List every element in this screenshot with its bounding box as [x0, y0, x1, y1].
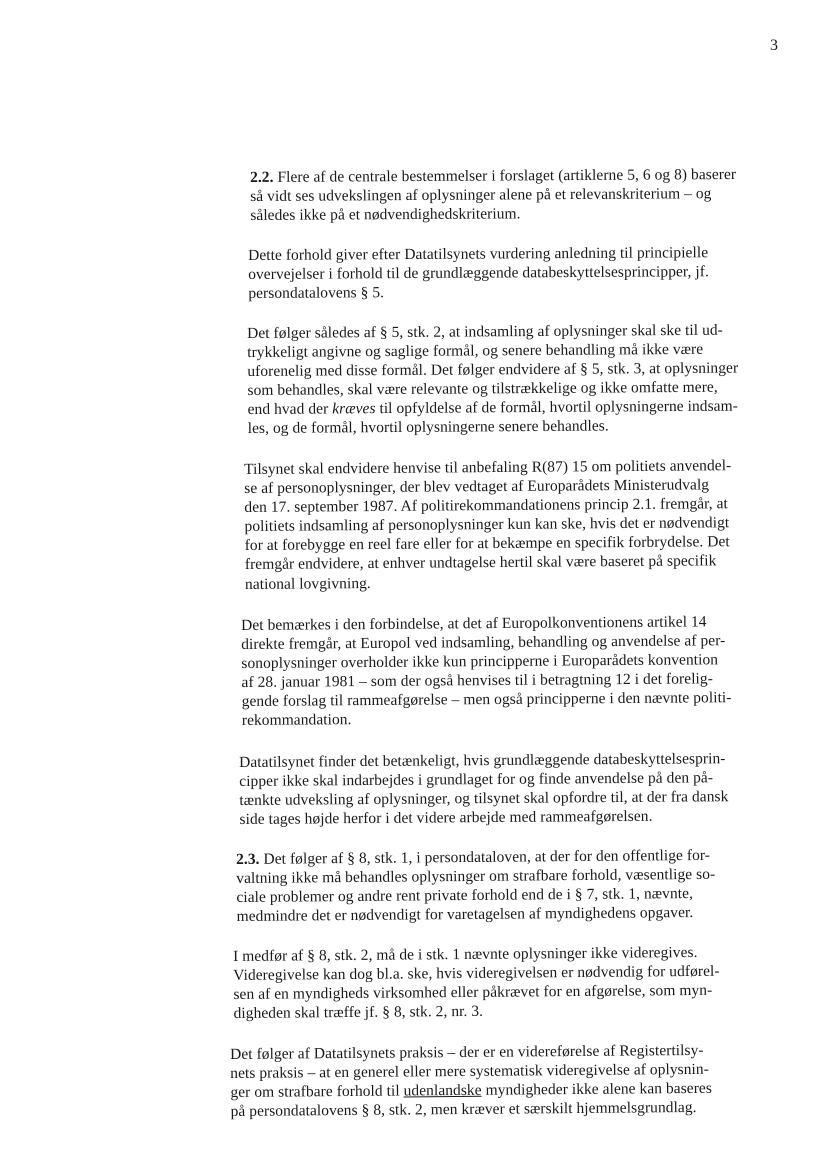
text-line: politiets indsamling af personoplysninger kun kan ske, hvis det er nødvendigt — [244, 514, 730, 536]
text-line: direkte fremgår, at Europol ved indsamling, behandling og anvendelse af per- — [241, 632, 726, 654]
text-line: I medfør af § 8, stk. 2, må de i stk. 1 nævnte oplysninger ikke videregives. — [233, 943, 698, 965]
page-number: 3 — [770, 37, 778, 54]
text-line: Tilsynet skal endvidere henvise til anbefaling R(87) 15 om politiets anvendel- — [244, 457, 732, 478]
text-line: ciale problemer og andre rent private forhold end de i § 7, stk. 1, nævnte, — [236, 885, 694, 907]
text-line: Datatilsynet finder det betænkeligt, hvis grundlæggende databeskyttelsesprin- — [239, 750, 726, 771]
paragraph — [239, 749, 780, 830]
text-line: persondatalovens § 5. — [248, 284, 385, 303]
section-number: 2.2. — [250, 168, 274, 186]
text-line: for at forebygge en reel fare eller for at bekæmpe en specifik forbrydelse. Det — [244, 533, 730, 555]
text-segment: myndigheder ikke alene kan baseres — [481, 1079, 712, 1099]
text-line: Det følger således af § 5, stk. 2, at indsamling af oplysninger skal ske til ud- — [247, 321, 723, 342]
text-line: som behandles, skal være relevante og tilstrækkelige og ikke omfatte mere, — [247, 378, 718, 400]
text-line: overvejelser i forhold til de grundlæggende databeskyttelsesprincipper, jf. — [248, 263, 709, 284]
text-line: rekommandation. — [241, 711, 352, 730]
text-line: sen af en myndigheds virksomhed eller påkrævet for en afgørelse, som myn- — [233, 982, 713, 1004]
text-line-rest: Flere af de centrale bestemmelser i forslaget (artiklerne 5, 6 og 8) baserer — [273, 166, 737, 186]
text-line: gende forslag til rammeafgørelse – men også principperne i den nævnte politi- — [241, 689, 732, 711]
text-segment: end hvad der — [247, 400, 333, 419]
text-line: således ikke på et nødvendighedskriterium. — [250, 205, 521, 225]
text-line: sonoplysninger overholder ikke kun principperne i Europarådets konvention — [241, 651, 719, 673]
text-segment: til opfyldelse af de formål, hvortil oplysningerne indsam- — [375, 397, 738, 418]
underlined-word: udenlandske — [403, 1081, 482, 1100]
italic-word: kræves — [332, 400, 376, 418]
text-line: Dette forhold giver efter Datatilsynets vurdering anledning til principielle — [248, 244, 709, 264]
paragraph — [244, 456, 785, 594]
paragraph — [247, 320, 788, 438]
text-line: den 17. september 1987. Af politirekommandationens princip 2.1. fremgår, at — [244, 495, 728, 517]
text-line: Det følger af Datatilsynets praksis – der er en videreførelse af Registertilsy- — [230, 1041, 704, 1063]
text-line: les, og de formål, hvortil oplysningerne senere behandles. — [247, 417, 609, 438]
section-number: 2.3. — [236, 850, 260, 868]
paragraph — [248, 243, 788, 304]
text-line: på persondatalovens § 8, stk. 2, men kræver et særskilt hjemmelsgrundlag. — [230, 1099, 697, 1121]
text-line: side tages højde herfor i det videre arbejde med rammeafgørelsen. — [239, 808, 653, 829]
paragraph — [230, 1040, 771, 1121]
text-line: af 28. januar 1981 – som der også henvises til i betragtning 12 i det forelig- — [241, 670, 713, 692]
text-line-rest: Det følger af § 8, stk. 1, i persondataloven, at der for den offentlige for- — [259, 846, 711, 868]
text-line: cipper ikke skal indarbejdes i grundlaget for og finde anvendelse på den på- — [239, 769, 714, 791]
paragraph — [233, 942, 774, 1023]
text-segment: ger om strafbare forhold til — [230, 1082, 404, 1102]
text-line: digheden skal træffe jf. § 8, stk. 2, nr. 3. — [233, 1003, 484, 1023]
text-line: uforenelig med disse formål. Det følger endvidere af § 5, stk. 3, at oplysninger — [247, 359, 739, 381]
paragraph-2-2 — [250, 165, 790, 226]
text-line: trykkeligt angivne og saglige formål, og senere behandling må ikke være — [247, 340, 704, 362]
paragraph — [241, 612, 782, 731]
text-line: så vidt ses udvekslingen af oplysninger alene på et relevanskriterium – og — [250, 185, 712, 206]
text-line: valtning ikke må behandles oplysninger om strafbare forhold, væsentlige so- — [236, 865, 716, 888]
text-line: Det bemærkes i den forbindelse, at det af Europolkonventionens artikel 14 — [241, 613, 707, 634]
text-line: fremgår endvidere, at enhver undtagelse hertil skal være baseret på specifik — [244, 552, 717, 574]
text-line: national lovgivning. — [244, 574, 371, 593]
text-line: tænkte udveksling af oplysninger, og tilsynet skal opfordre til, at der fra dansk — [239, 788, 729, 810]
text-line: Videregivelse kan dog bl.a. ske, hvis videregivelsen er nødvendig for udførel- — [233, 962, 720, 985]
paragraph-2-3 — [236, 845, 777, 926]
text-line: medmindre det er nødvendigt for varetagelsen af myndighedens opgaver. — [236, 904, 694, 926]
text-line: se af personoplysninger, der blev vedtaget af Europarådets Ministerudvalg — [244, 476, 710, 498]
text-line: nets praksis – at en generel eller mere systematisk videregivelse af oplysnin- — [230, 1060, 709, 1083]
